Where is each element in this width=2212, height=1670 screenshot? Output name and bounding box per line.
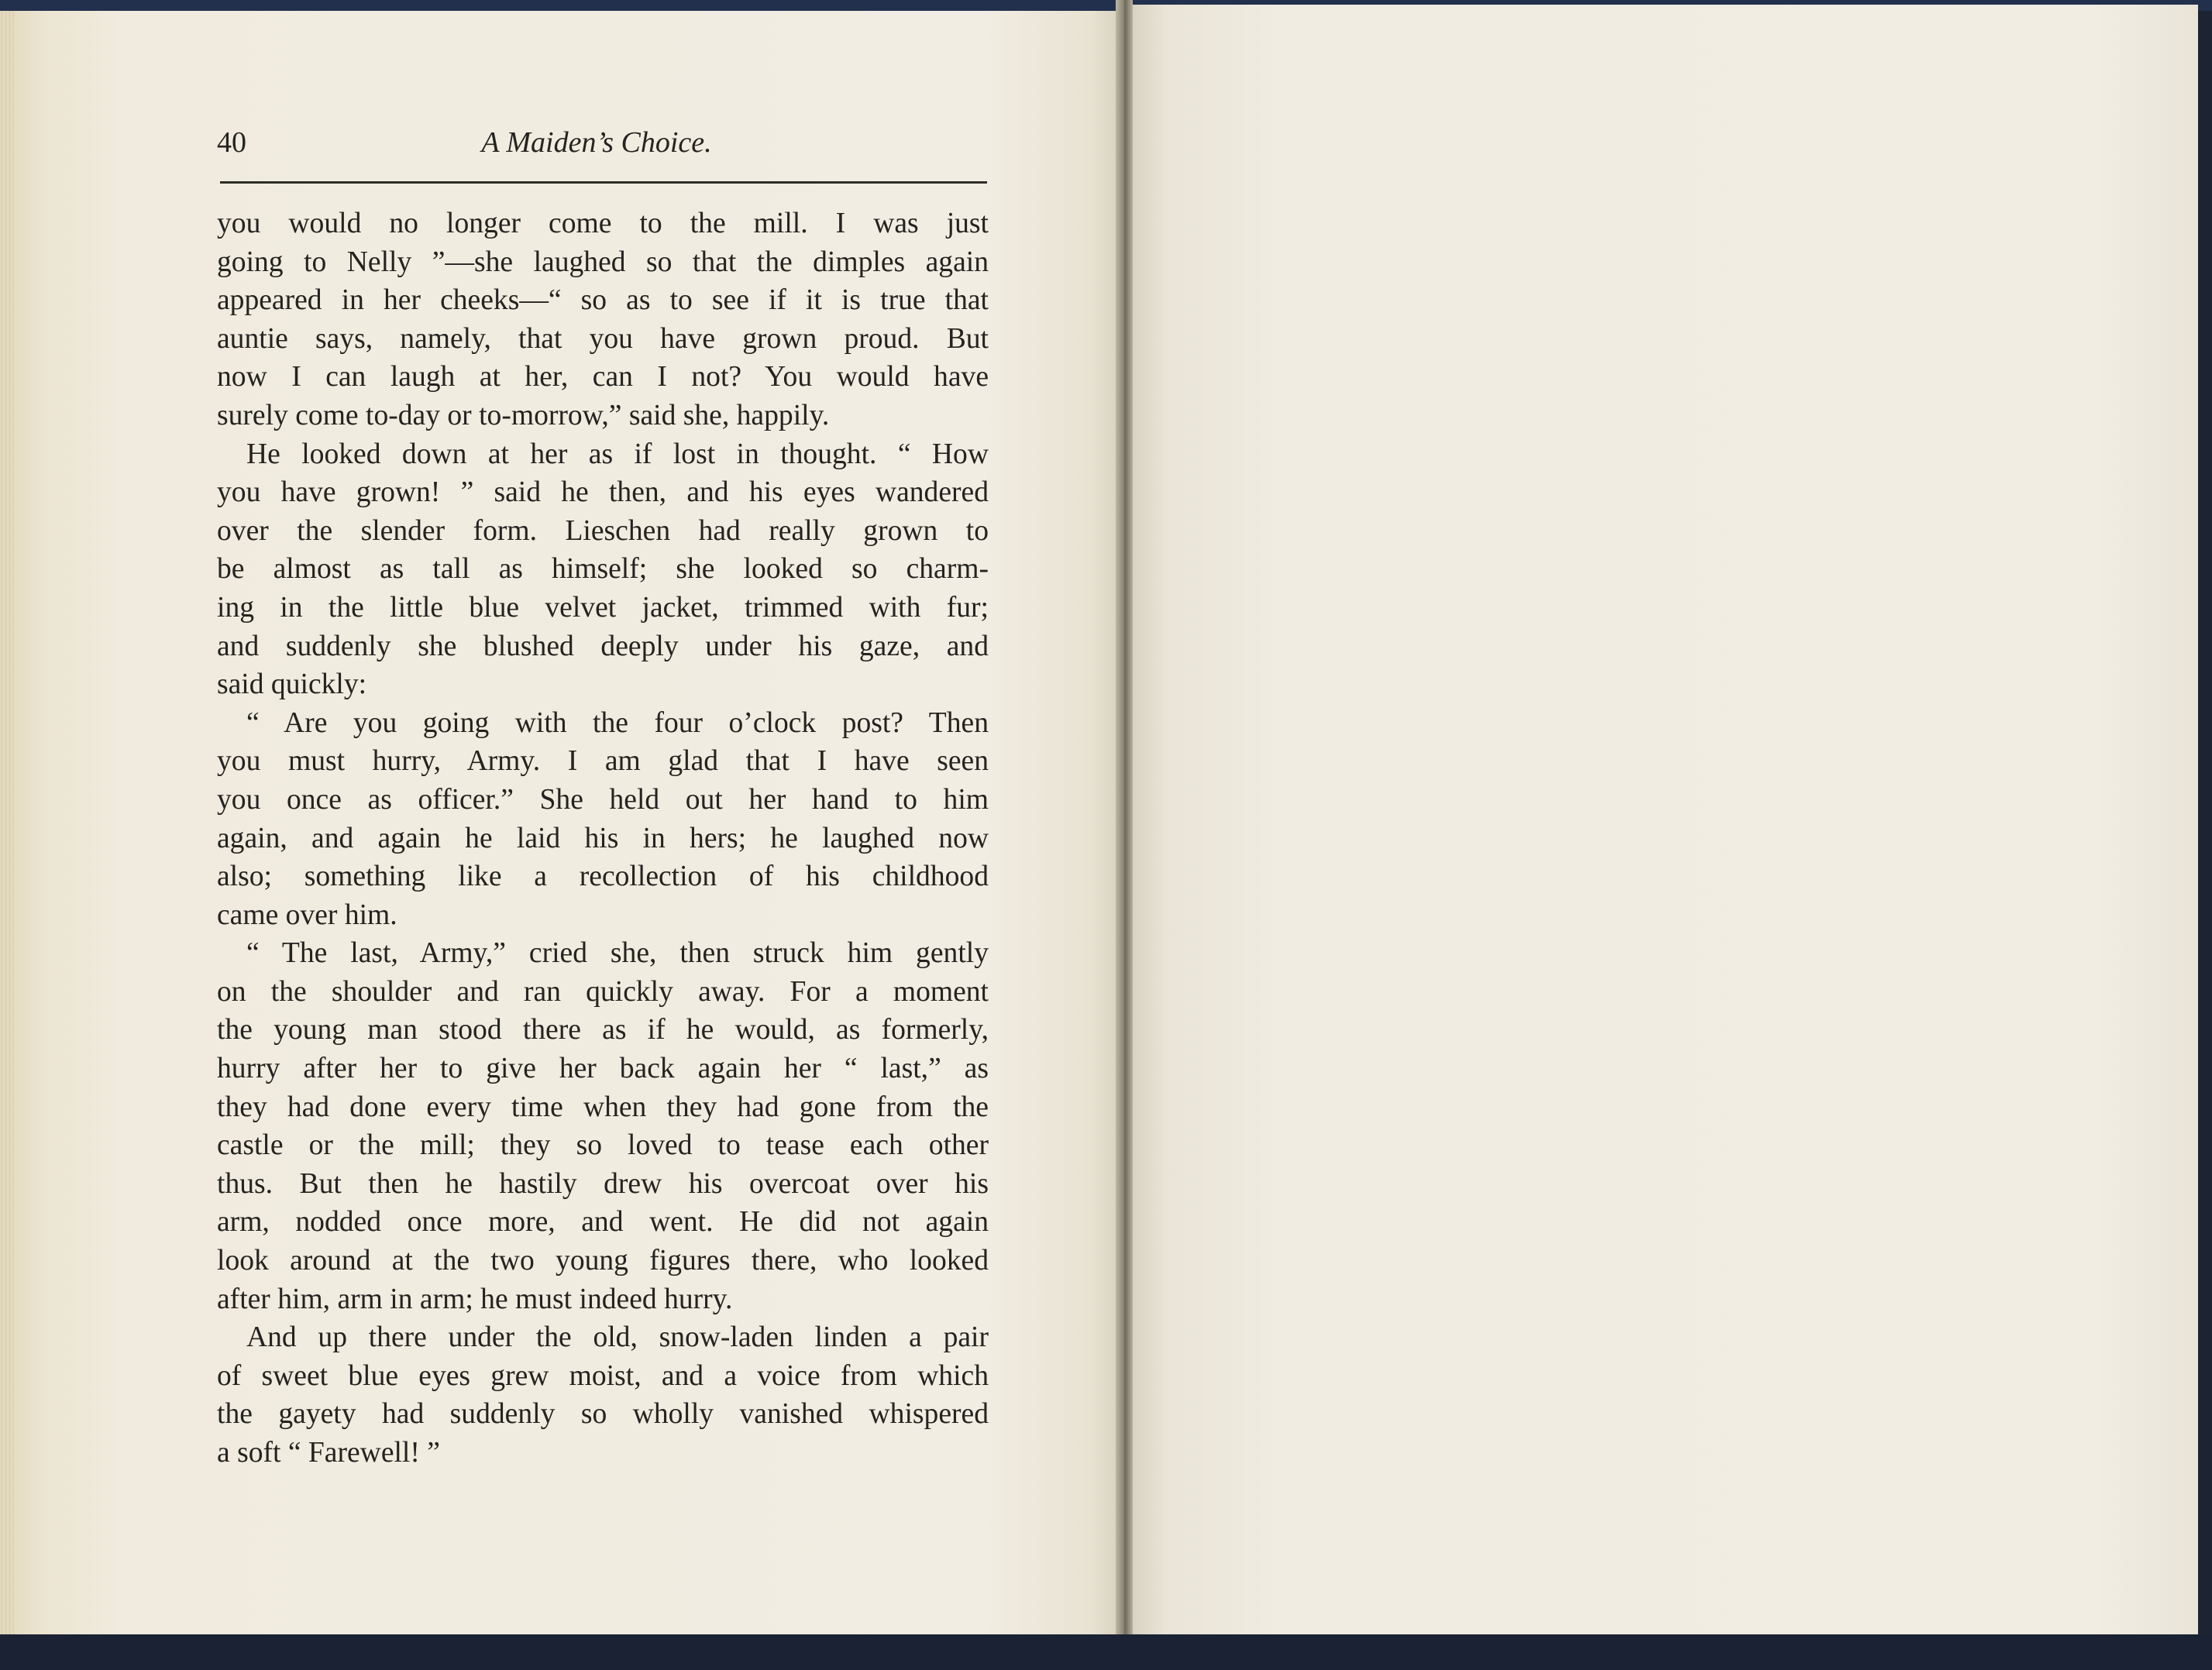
text-line: “ The last, Army,” cried she, then struck him gently [246, 937, 989, 970]
left-page [14, 11, 1123, 1644]
text-line: of sweet blue eyes grew moist, and a voice from which [217, 1359, 989, 1392]
text-line: on the shoulder and ran quickly away. For a moment [217, 975, 989, 1008]
text-line: be almost as tall as himself; she looked so charm- [217, 553, 989, 586]
text-line: appeared in her cheeks—“ so as to see if it is true that [217, 284, 989, 317]
text-line: over the slender form. Lieschen had really grown to [217, 514, 989, 547]
book-title-header: A Maiden’s Choice. [481, 126, 712, 159]
text-line: And up there under the old, snow-laden linden a pair [246, 1321, 989, 1354]
book-bottom-edge [0, 1634, 2212, 1670]
text-line: again, and again he laid his in hers; he laughed now [217, 822, 989, 854]
text-line: hurry after her to give her back again her “ last,” as [217, 1053, 989, 1085]
page-number: 40 [217, 126, 246, 159]
text-line: the gayety had suddenly so wholly vanished whispered [217, 1398, 989, 1431]
text-line: the young man stood there as if he would, as formerly, [217, 1014, 989, 1046]
text-line: you once as officer.” She held out her hand to him [217, 783, 989, 816]
text-line: He looked down at her as if lost in thought. “ How [246, 438, 989, 470]
text-line: going to Nelly ”—she laughed so that the dimples again [217, 246, 989, 278]
text-line: they had done every time when they had gone from the [217, 1091, 989, 1123]
running-head [205, 125, 989, 164]
text-line: a soft “ Farewell! ” [217, 1437, 440, 1469]
text-line: said quickly: [217, 668, 367, 701]
text-line: arm, nodded once more, and went. He did not again [217, 1206, 989, 1239]
body-text [217, 204, 989, 1472]
text-line: came over him. [217, 899, 397, 931]
text-line: surely come to-day or to-morrow,” said she, happily. [217, 399, 830, 431]
text-line: you must hurry, Army. I am glad that I have seen [217, 745, 989, 778]
text-line: look around at the two young figures there, who looked [217, 1245, 989, 1277]
right-page [1127, 5, 2198, 1639]
text-line: “ Are you going with the four o’clock post? Then [246, 706, 989, 739]
text-line: ing in the little blue velvet jacket, trimmed with fur; [217, 591, 989, 624]
text-line: thus. But then he hastily drew his overcoat over his [217, 1167, 989, 1200]
text-line: also; something like a recollection of his childhood [217, 861, 989, 893]
text-line: you would no longer come to the mill. I was just [217, 208, 989, 239]
book-gutter [1116, 0, 1133, 1658]
text-line: auntie says, namely, that you have grown proud. But [217, 322, 989, 355]
text-line: castle or the mill; they so loved to tease each other [217, 1129, 989, 1162]
text-line: after him, arm in arm; he must indeed hurry. [217, 1283, 733, 1315]
header-rule [220, 181, 987, 184]
text-line: and suddenly she blushed deeply under his gaze, and [217, 630, 989, 662]
text-line: now I can laugh at her, can I not? You would have [217, 361, 989, 393]
text-line: you have grown! ” said he then, and his eyes wandered [217, 476, 989, 509]
